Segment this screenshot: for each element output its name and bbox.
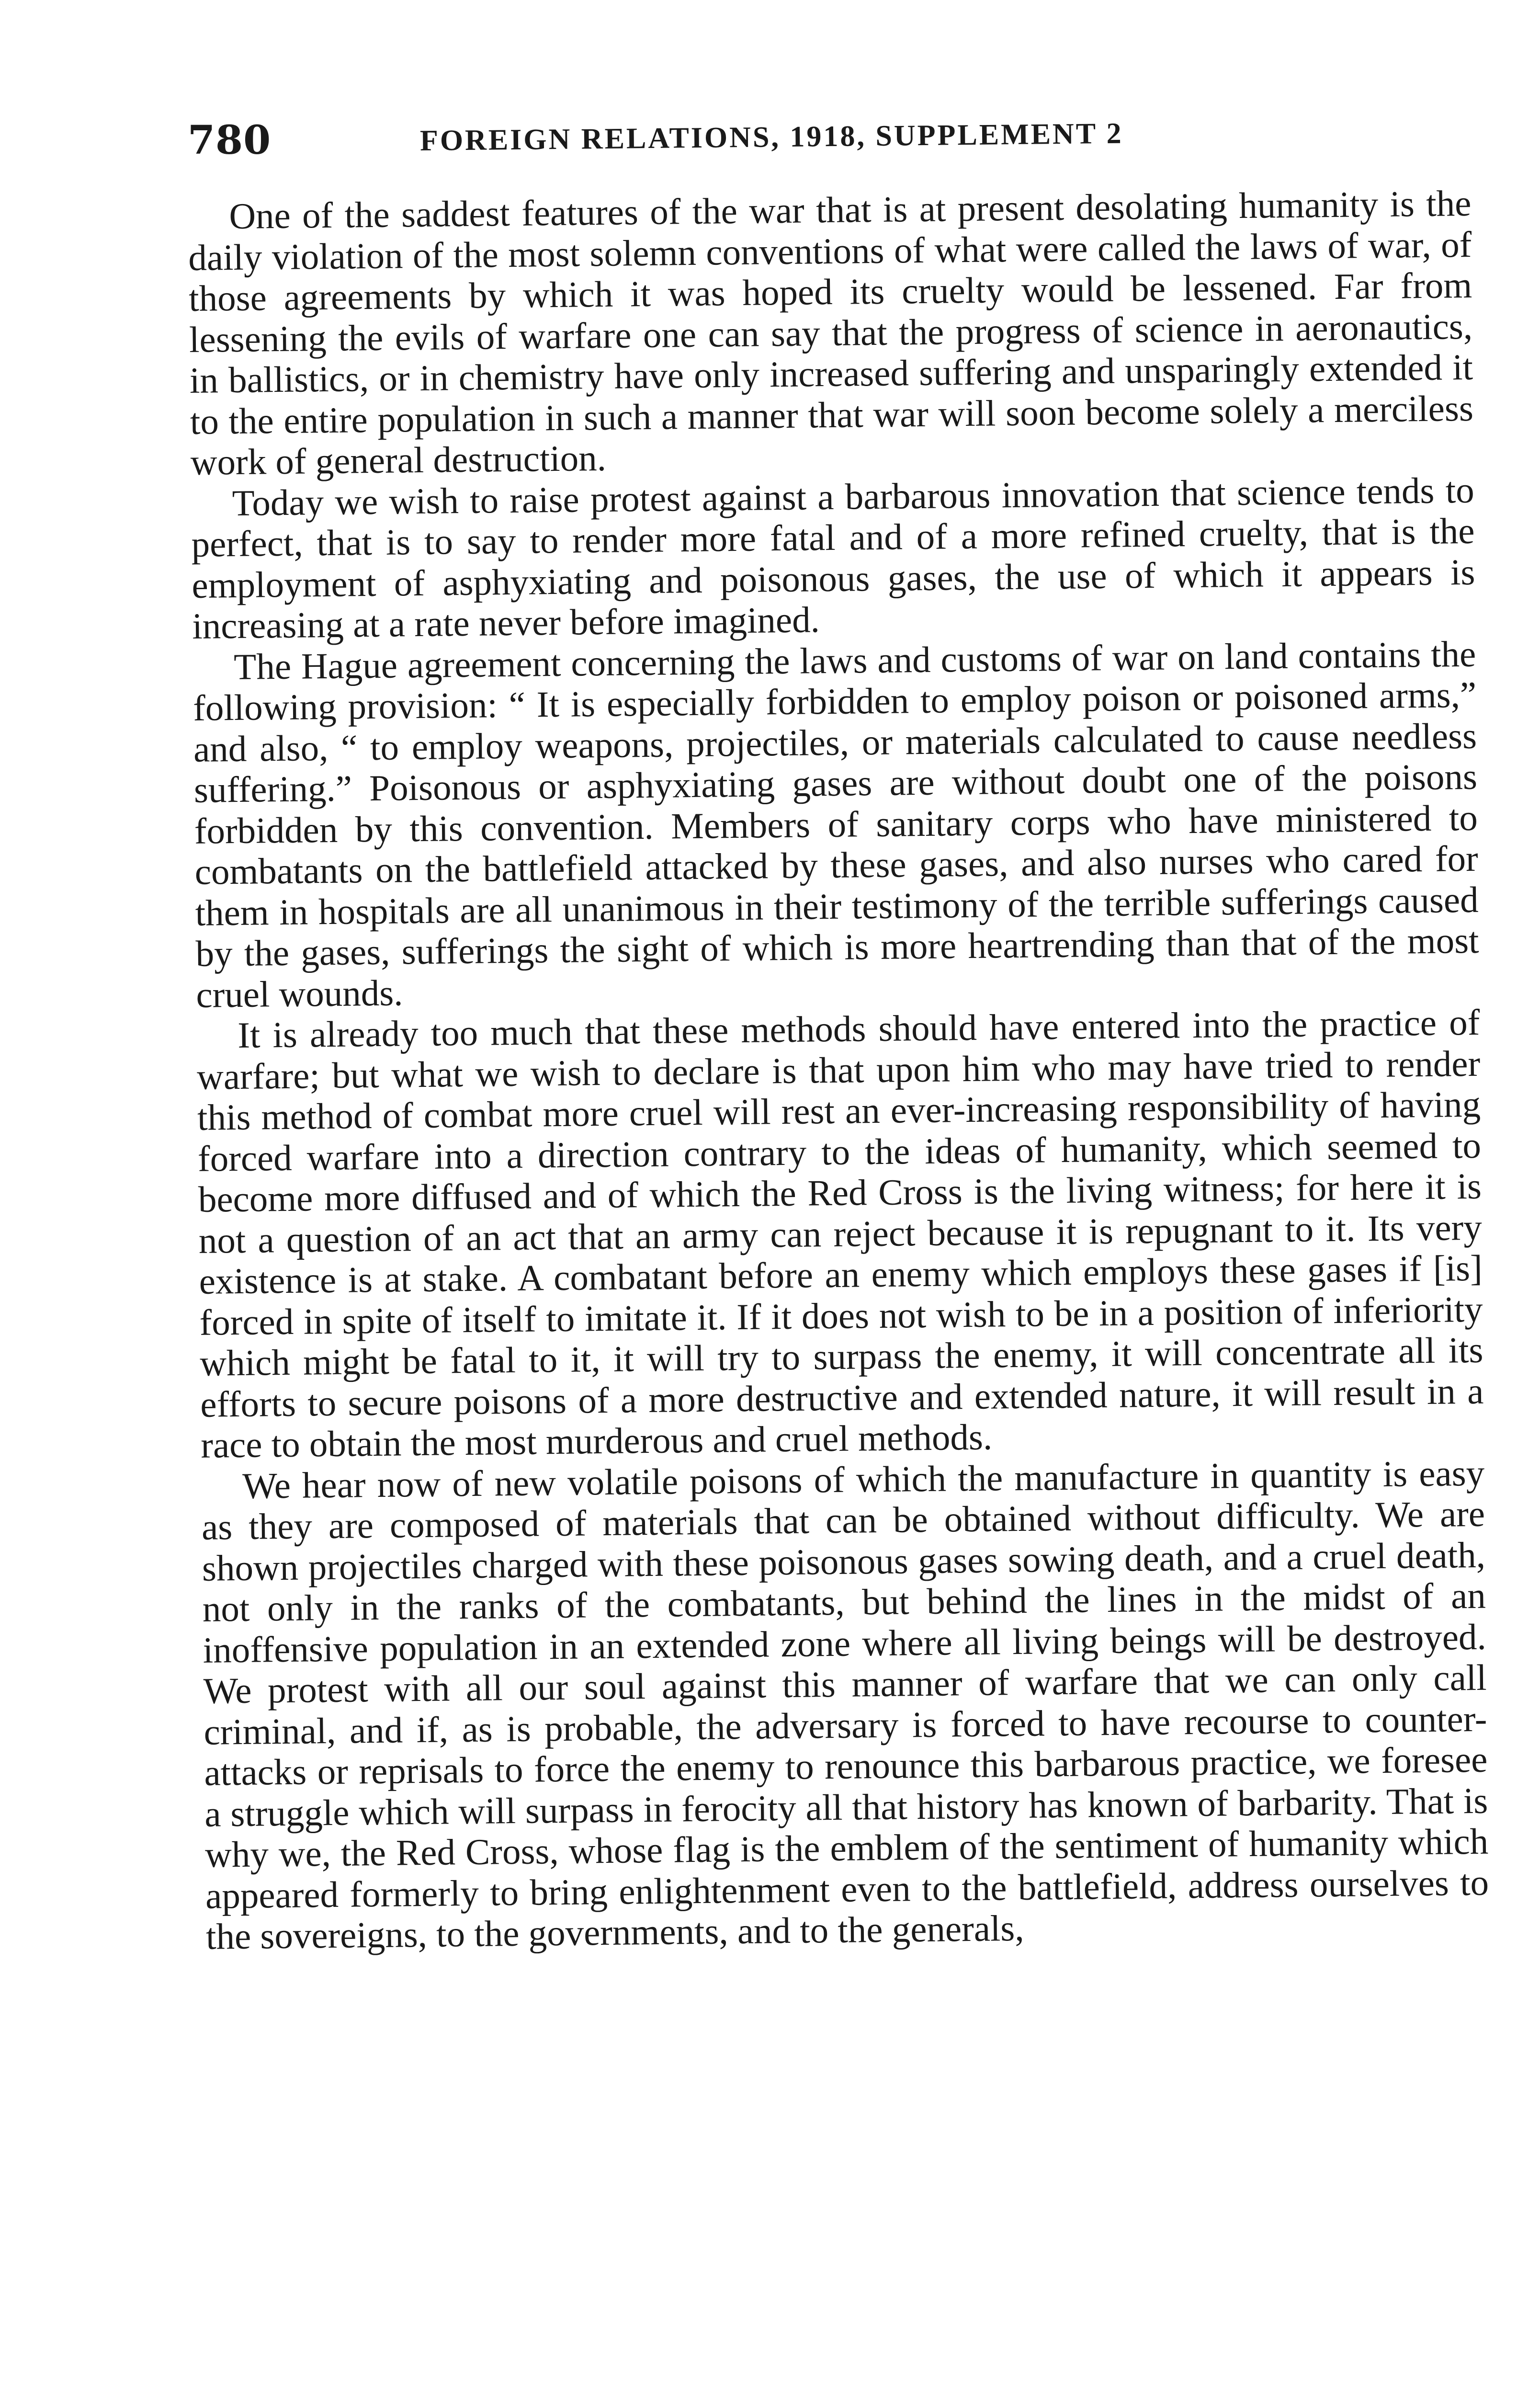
paragraph: One of the saddest features of the war that is at present desolating humanity is the daily violation of the most solemn conventions of what were called the laws of war, of those agreements by which it was hoped its cruelty would be lessened. Far from lessening the evils of warfare one can say that the progress of science in aeronautics, in ballistics, or in chemistry have only increased suffering and unsparingly extended it to the entire population in such a manner that war will soon become solely a merciless work of general destruction.	[188, 182, 1474, 483]
paragraph: It is already too much that these methods should have entered into the practice of warfare; but what we wish to declare is that upon him who may have tried to render this method of combat more cruel will rest an ever-increasing responsibility of having forced warfare into a direction contrary to the ideas of humanity, which seemed to become more diffused and of which the Red Cross is the living witness; for here it is not a question of an act that an army can reject because it is repugnant to it. Its very existence is at stake. A combatant before an enemy which employs these gases if [is] forced in spite of itself to imitate it. If it does not wish to be in a position of inferiority which might be fatal to it, it will try to surpass the enemy, it will concentrate all its efforts to secure poisons of a more destructive and extended nature, it will result in a race to obtain the most murderous and cruel methods.	[196, 1001, 1484, 1466]
paragraph: The Hague agreement concerning the laws and customs of war on land contains the following provision: “ It is especially forbidden to employ poison or poisoned arms,” and also, “ to employ weapons, projectiles, or materials calculated to cause needless suffering.” Poisonous or asphyxiating gases are without doubt one of the poisons forbidden by this convention. Members of sanitary corps who have ministered to combatants on the battlefield attacked by these gases, and also nurses who cared for them in hospitals are all unanimous in their testimony of the terrible sufferings caused by the gases, sufferings the sight of which is more heartrending than that of the most cruel wounds.	[192, 633, 1479, 1015]
paragraph: We hear now of new volatile poisons of which the manufacture in quantity is easy as they are composed of materials that can be obtained without difficulty. We are shown projectiles charged with these poisonous gases sowing death, and a cruel death, not only in the ranks of the combatants, but behind the lines in the midst of an inoffensive population in an extended zone where all living beings will be destroyed. We protest with all our soul against this manner of warfare that we can only call criminal, and if, as is probable, the adversary is forced to have recourse to counter-attacks or reprisals to force the enemy to renounce this barbarous practice, we foresee a struggle which will surpass in ferocity all that history has known of barbarity. That is why we, the Red Cross, whose flag is the emblem of the sentiment of humanity which appeared formerly to bring enlightenment even to the battlefield, address ourselves to the sovereigns, to the governments, and to the generals,	[201, 1452, 1489, 1957]
page-number: 780	[188, 117, 272, 163]
paragraph: Today we wish to raise protest against a barbarous innovation that science tends to perfect, that is to say to render more fatal and of a more refined cruelty, that is the employment of asphyxiating and poisonous gases, the use of which it appears is increasing at a rate never before imagined.	[191, 469, 1475, 647]
page-header	[188, 114, 1466, 167]
body-text	[188, 183, 1489, 1957]
running-head: FOREIGN RELATIONS, 1918, SUPPLEMENT 2	[419, 117, 1123, 157]
